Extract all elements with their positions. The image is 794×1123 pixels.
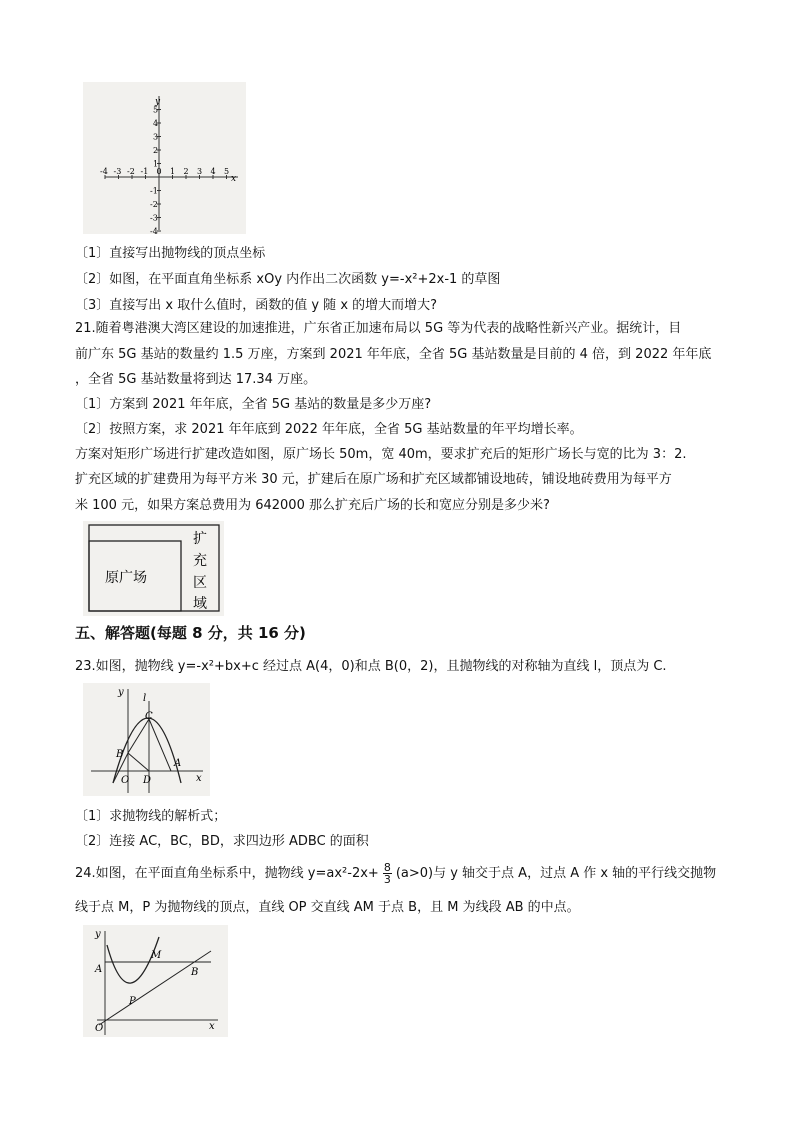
q20-part1: 〔1〕直接写出抛物线的顶点坐标 (75, 246, 266, 261)
expand-label-char-3: 区 (193, 575, 207, 591)
q24-label-A: A (95, 964, 103, 975)
q21-part2: 〔2〕按照方案，求 2021 年年底到 2022 年年底，全省 5G 基站数量的年平均增长率。 (75, 422, 583, 437)
q21-line3: ，全省 5G 基站数量将到达 17.34 万座。 (75, 372, 317, 387)
original-plaza-label: 原广场 (105, 570, 147, 586)
y-tick-label: -4 (150, 227, 158, 234)
q24-label-y: y (95, 929, 101, 940)
q23-parabola-svg (83, 683, 210, 796)
q22-line2: 扩充区域的扩建费用为每平方米 30 元，扩建后在原广场和扩充区域都铺设地砖，铺设地砖费用为每平方 (75, 472, 672, 487)
y-tick-label: -3 (150, 213, 158, 223)
q24-fraction-numerator: 8 (383, 861, 391, 874)
q23-parabola-figure (83, 683, 210, 796)
q24-fraction-denominator: 3 (383, 873, 391, 886)
q23-label-A: A (174, 758, 182, 769)
y-tick-label: 1 (153, 159, 159, 169)
expand-label-char-1: 扩 (193, 531, 207, 547)
y-tick-label: 4 (153, 119, 159, 128)
x-tick-label: 5 (224, 167, 230, 176)
expand-label-char-4: 域 (193, 596, 207, 612)
q20-part2: 〔2〕如图，在平面直角坐标系 xOy 内作出二次函数 y=-x²+2x-1 的草图 (75, 272, 501, 287)
x-tick-label: -4 (100, 167, 108, 176)
q23-label-l: l (143, 693, 147, 704)
x-tick-label: 4 (210, 167, 216, 176)
x-tick-label: 0 (156, 167, 162, 176)
section-5-title: 五、解答题(每题 8 分，共 16 分) (75, 624, 306, 642)
x-tick-label: -1 (140, 167, 149, 176)
q24-parabola-figure (83, 925, 228, 1037)
q23-part1: 〔1〕求抛物线的解析式； (75, 809, 227, 824)
coordinate-grid-figure (83, 82, 246, 234)
x-tick-label: -3 (113, 167, 122, 176)
y-tick-label: 5 (153, 105, 159, 115)
q22-line3: 米 100 元，如果方案总费用为 642000 那么扩充后广场的长和宽应分别是多少米? (75, 498, 550, 513)
q23-label-C: C (145, 711, 153, 722)
q23-label-O: O (121, 775, 130, 786)
q23-label-x: x (196, 773, 202, 784)
q23-part2: 〔2〕连接 AC，BC，BD，求四边形 ADBC 的面积 (75, 834, 369, 849)
q24-parabola-svg (83, 925, 228, 1037)
q24-label-x: x (209, 1021, 215, 1032)
q24-label-M: M (151, 950, 162, 961)
y-axis-label: y (155, 97, 161, 107)
x-tick-label: 1 (170, 167, 176, 176)
y-tick-label: 3 (153, 132, 159, 142)
q24-stem-line2: 线于点 M，P 为抛物线的顶点，直线 OP 交直线 AM 于点 B，且 M 为线段 AB 的中点。 (75, 900, 580, 915)
q23-label-D: D (143, 775, 152, 786)
q24-stem-line1 (75, 862, 716, 886)
y-tick-label: -2 (150, 200, 158, 209)
q23-stem: 23.如图，抛物线 y=-x²+bx+c 经过点 A(4，0)和点 B(0，2)，且抛物线的对称轴为直线 l，顶点为 C. (75, 659, 667, 674)
segment-BC (128, 719, 149, 753)
y-tick-label: 2 (153, 146, 159, 155)
segment-BD (128, 753, 149, 771)
y-tick-label: -1 (150, 186, 158, 196)
q24-label-P: P (129, 996, 136, 1007)
x-tick-label: -2 (127, 167, 135, 176)
q20-part3: 〔3〕直接写出 x 取什么值时，函数的值 y 随 x 的增大而增大? (75, 298, 438, 313)
q24-stem-part-b: (a>0)与 y 轴交于点 A，过点 A 作 x 轴的平行线交抛物 (395, 866, 717, 881)
x-tick-label: 2 (183, 167, 189, 176)
plaza-expansion-svg (83, 521, 224, 616)
q23-label-y: y (118, 687, 124, 698)
q24-fraction (383, 862, 392, 885)
q23-label-B: B (116, 749, 124, 760)
q24-stem-part-a: 24.如图，在平面直角坐标系中，抛物线 y=ax²-2x+ (75, 866, 379, 881)
q24-label-O: O (95, 1023, 104, 1034)
q21-line1: 21.随着粤港澳大湾区建设的加速推进，广东省正加速布局以 5G 等为代表的战略性新兴产业。据统计，目 (75, 321, 682, 336)
coordinate-grid-svg (83, 82, 246, 234)
x-tick-label: 3 (197, 167, 203, 176)
q21-part1: 〔1〕方案到 2021 年年底，全省 5G 基站的数量是多少万座? (75, 397, 432, 412)
plaza-expansion-figure (83, 521, 224, 616)
x-axis-label: x (231, 174, 237, 184)
q21-line2: 前广东 5G 基站的数量约 1.5 万座，方案到 2021 年年底，全省 5G 基站数量是目前的 4 倍，到 2022 年年底 (75, 347, 712, 362)
q24-label-B: B (191, 967, 199, 978)
expand-label-char-2: 充 (193, 553, 207, 569)
q22-line1: 方案对矩形广场进行扩建改造如图，原广场长 50m，宽 40m，要求扩充后的矩形广场长与宽的比为 3：2. (75, 447, 687, 462)
